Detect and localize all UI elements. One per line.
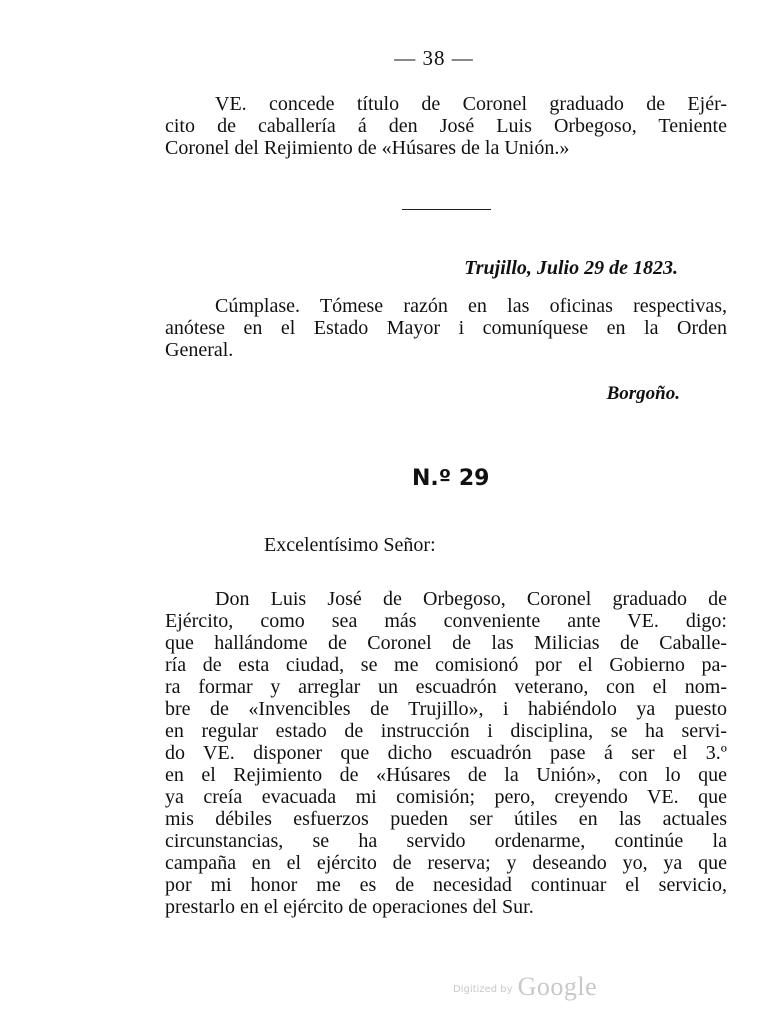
text-line: mis débiles esfuerzos pueden ser útiles en las actuales xyxy=(165,808,727,830)
text-line: anótese en el Estado Mayor i comuníquese en la Orden xyxy=(165,317,727,339)
petition-paragraph xyxy=(165,588,727,918)
page-number: — 38 — xyxy=(394,46,474,70)
text-line: en el Rejimiento de «Húsares de la Unión», con lo que xyxy=(165,764,727,786)
text-line: ya creía evacuada mi comisión; pero, creyendo VE. que xyxy=(165,786,727,808)
text-line: en regular estado de instrucción i disciplina, se ha servi- xyxy=(165,720,727,742)
text-line: Cúmplase. Tómese razón en las oficinas respectivas, xyxy=(215,295,727,317)
text-line: Ejército, como sea más conveniente ante VE. digo: xyxy=(165,610,727,632)
text-line: campaña en el ejército de reserva; y deseando yo, ya que xyxy=(165,852,727,874)
text-line: cito de caballería á den José Luis Orbegoso, Teniente xyxy=(165,115,727,137)
text-line: por mi honor me es de necesidad continuar el servicio, xyxy=(165,874,727,896)
text-line: que hallándome de Coronel de las Milicias de Caballe- xyxy=(165,632,727,654)
dateline: Trujillo, Julio 29 de 1823. xyxy=(464,257,678,279)
text-line: ra formar y arreglar un escuadrón veterano, con el nom- xyxy=(165,676,727,698)
signature: Borgoño. xyxy=(606,383,680,404)
document-number: N.º 29 xyxy=(412,466,490,491)
text-line: Coronel del Rejimiento de «Húsares de la Unión.» xyxy=(165,137,570,159)
decree-paragraph xyxy=(165,93,727,159)
text-line: Don Luis José de Orbegoso, Coronel graduado de xyxy=(215,588,727,610)
text-line: bre de «Invencibles de Trujillo», i habiéndolo ya puesto xyxy=(165,698,727,720)
section-divider xyxy=(402,209,491,210)
salutation: Excelentísimo Señor: xyxy=(264,534,436,556)
text-line: do VE. disponer que dicho escuadrón pase á ser el 3.º xyxy=(165,742,727,764)
watermark-prefix: Digitized by xyxy=(453,984,513,995)
text-line: General. xyxy=(165,339,234,361)
watermark-brand-logo: Google xyxy=(517,972,598,1001)
digitization-watermark xyxy=(453,972,597,1002)
text-line: VE. concede título de Coronel graduado de Ejér- xyxy=(215,93,727,115)
text-line: circunstancias, se ha servido ordenarme, continúe la xyxy=(165,830,727,852)
order-paragraph xyxy=(165,295,727,361)
text-line: ría de esta ciudad, se me comisionó por el Gobierno pa- xyxy=(165,654,727,676)
text-line: prestarlo en el ejército de operaciones del Sur. xyxy=(165,896,534,918)
